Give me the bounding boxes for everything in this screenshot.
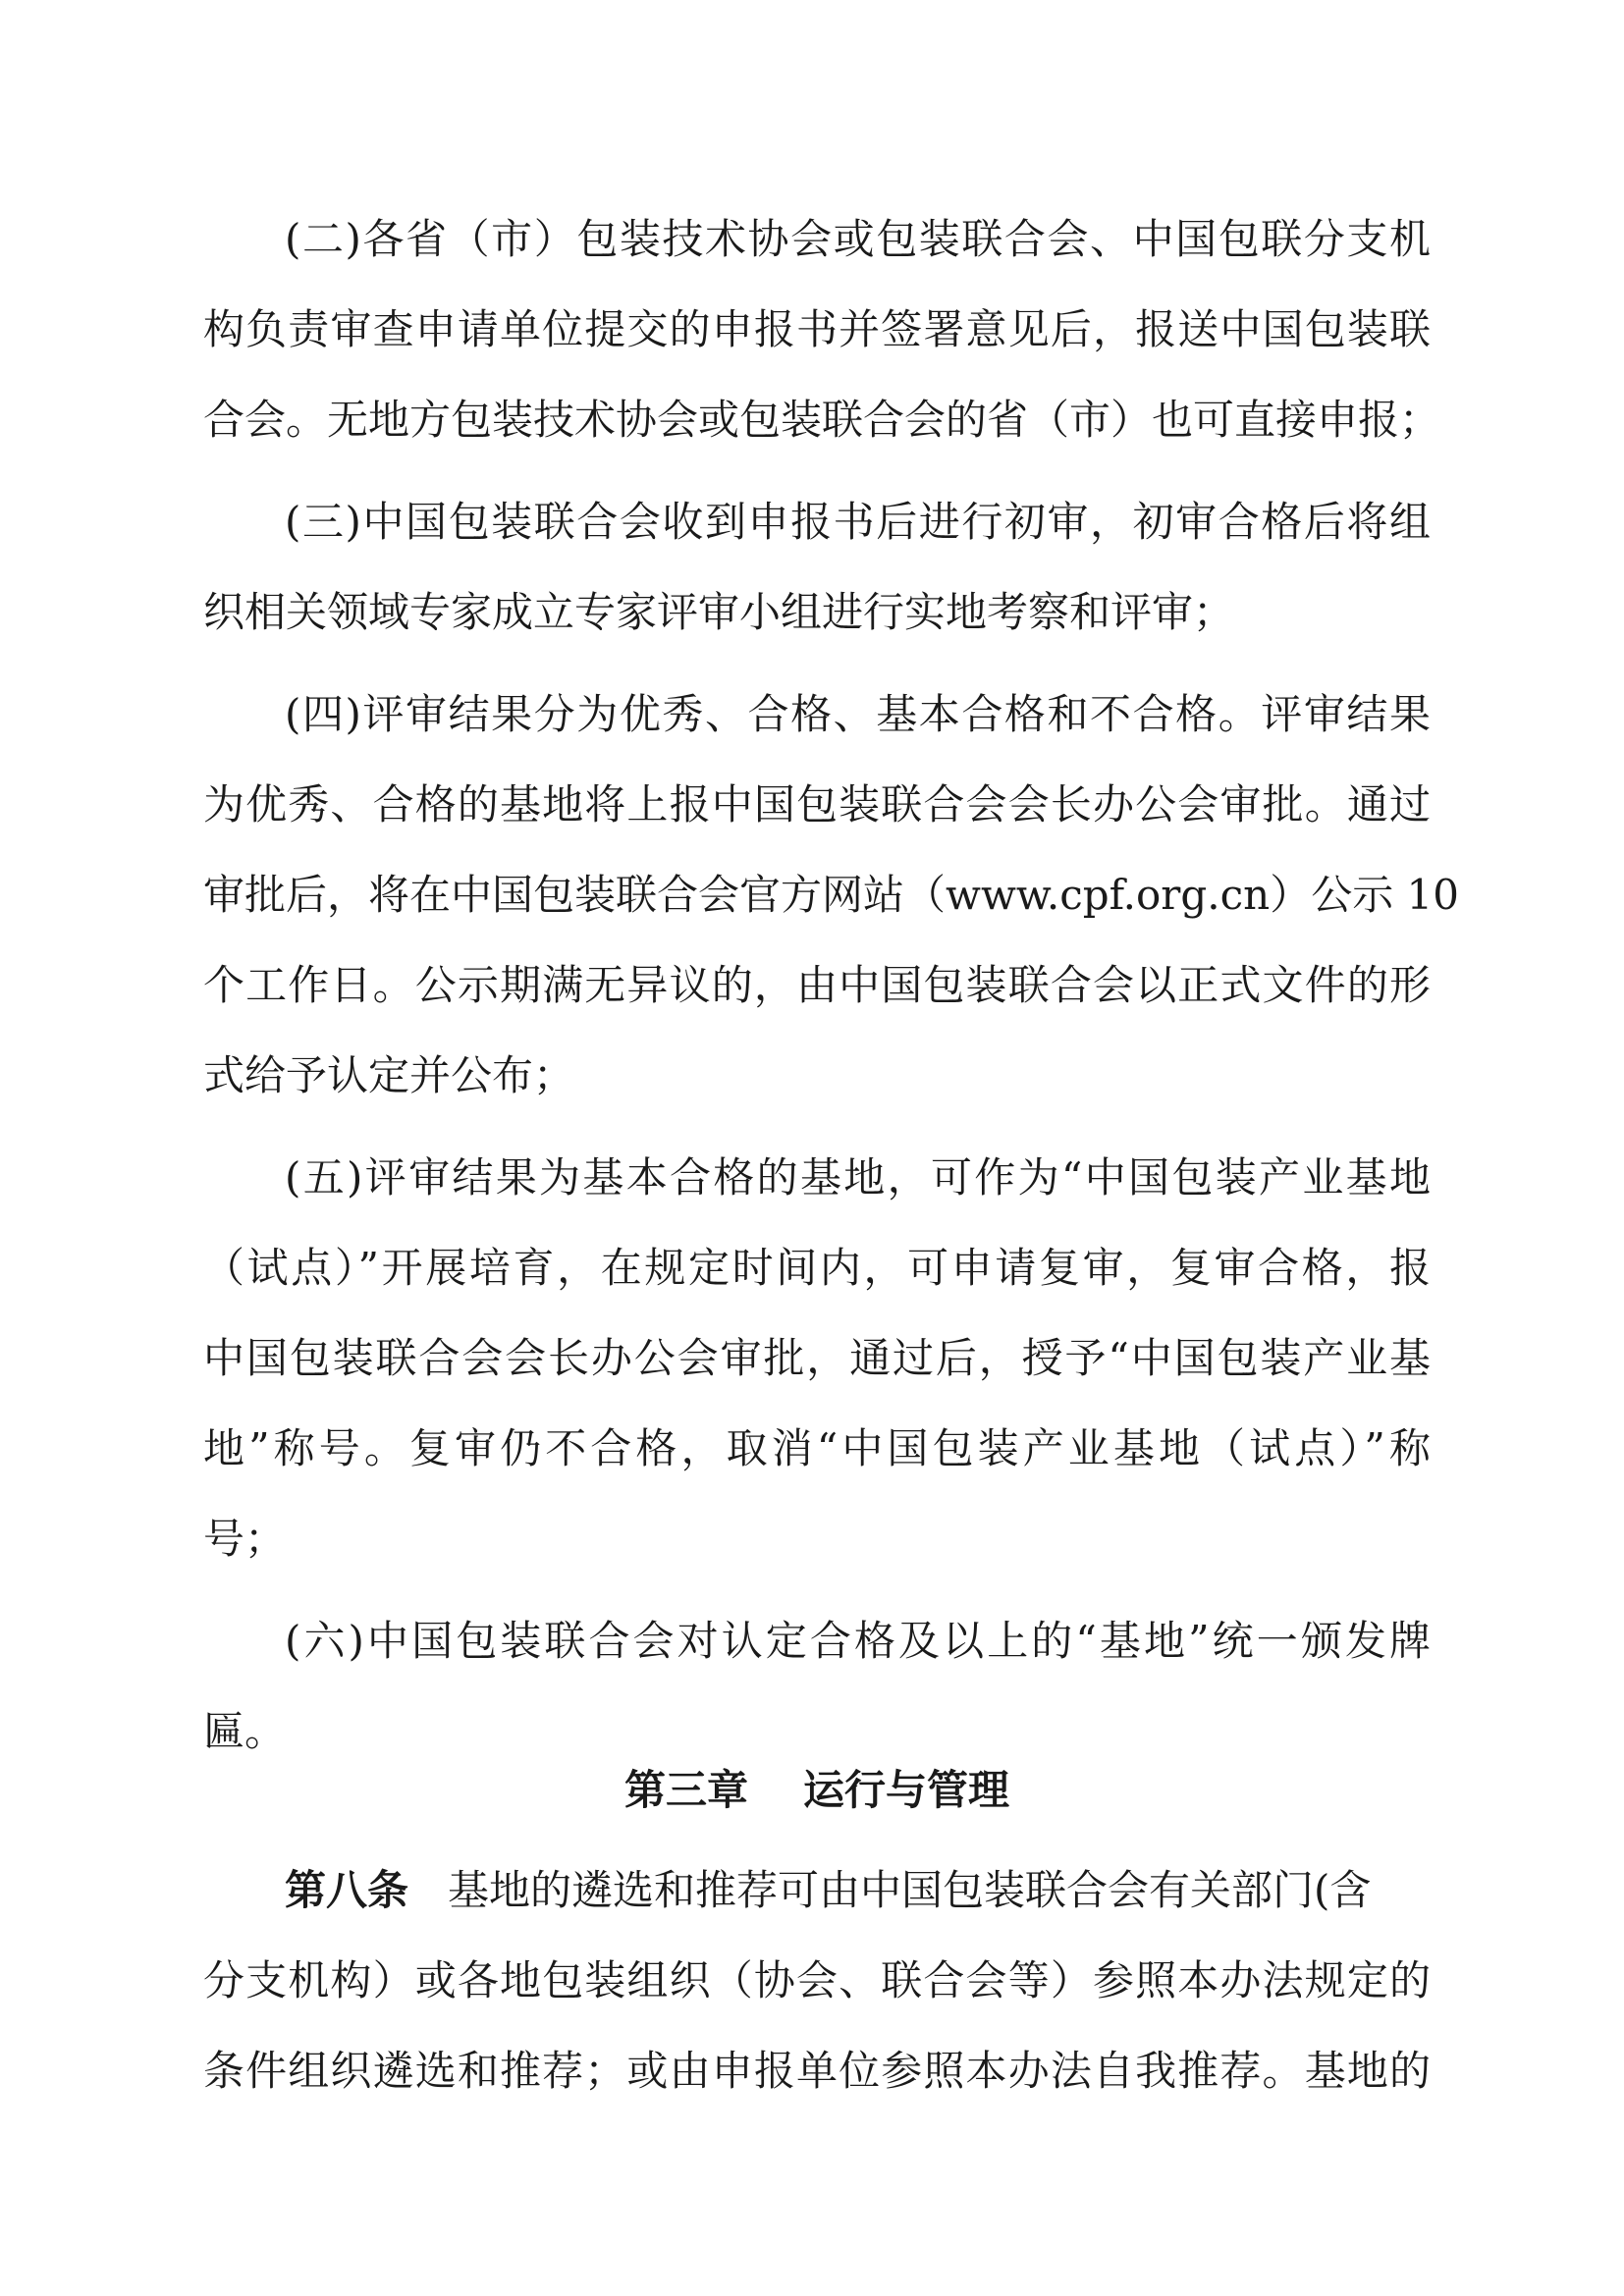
paragraph-5-line-2: （试点）”开展培育，在规定时间内，可申请复审，复审合格，报	[203, 1244, 1431, 1292]
paragraph-5-line-4: 地”称号。复审仍不合格，取消“中国包装产业基地（试点）”称	[203, 1424, 1431, 1472]
paragraph-6-line-2: 匾。	[203, 1707, 287, 1755]
paragraph-4-line-2: 为优秀、合格的基地将上报中国包装联合会会长办公会审批。通过	[203, 780, 1431, 828]
paragraph-6-line-1: (六)中国包装联合会对认定合格及以上的“基地”统一颁发牌	[285, 1617, 1431, 1665]
paragraph-3-line-2: 织相关领域专家成立专家评审小组进行实地考察和评审；	[203, 588, 1235, 636]
paragraph-2-line-3: 合会。无地方包装技术协会或包装联合会的省（市）也可直接申报；	[203, 396, 1441, 444]
article-8-label: 第八条	[285, 1866, 409, 1914]
paragraph-4-line-1: (四)评审结果分为优秀、合格、基本合格和不合格。评审结果	[285, 690, 1431, 738]
article-8-line-3: 条件组织遴选和推荐；或由申报单位参照本办法自我推荐。基地的	[203, 2047, 1431, 2095]
paragraph-4-line-3: 审批后，将在中国包装联合会官方网站（www.cpf.org.cn）公示 10	[203, 871, 1459, 919]
chapter-number: 第三章	[623, 1766, 748, 1814]
paragraph-4-line-5: 式给予认定并公布；	[203, 1051, 575, 1099]
paragraph-2-line-1: (二)各省（市）包装技术协会或包装联合会、中国包联分支机	[285, 215, 1431, 263]
chapter-heading	[203, 1745, 1431, 1836]
paragraph-3-line-1: (三)中国包装联合会收到申报书后进行初审，初审合格后将组	[285, 498, 1431, 546]
paragraph-2-line-2: 构负责审查申请单位提交的申报书并签署意见后，报送中国包装联	[203, 305, 1431, 353]
paragraph-5-line-3: 中国包装联合会会长办公会审批，通过后，授予“中国包装产业基	[203, 1334, 1431, 1382]
article-8-line-1	[285, 1845, 1431, 1936]
paragraph-4-line-4: 个工作日。公示期满无异议的，由中国包装联合会以正式文件的形	[203, 961, 1431, 1009]
chapter-title: 运行与管理	[803, 1766, 1010, 1814]
article-8-line-2: 分支机构）或各地包装组织（协会、联合会等）参照本办法规定的	[203, 1956, 1431, 2004]
article-8-first-line-text: 基地的遴选和推荐可由中国包装联合会有关部门(含	[448, 1866, 1372, 1914]
paragraph-5-line-5: 号；	[203, 1515, 287, 1563]
paragraph-5-line-1: (五)评审结果为基本合格的基地，可作为“中国包装产业基地	[285, 1153, 1431, 1201]
